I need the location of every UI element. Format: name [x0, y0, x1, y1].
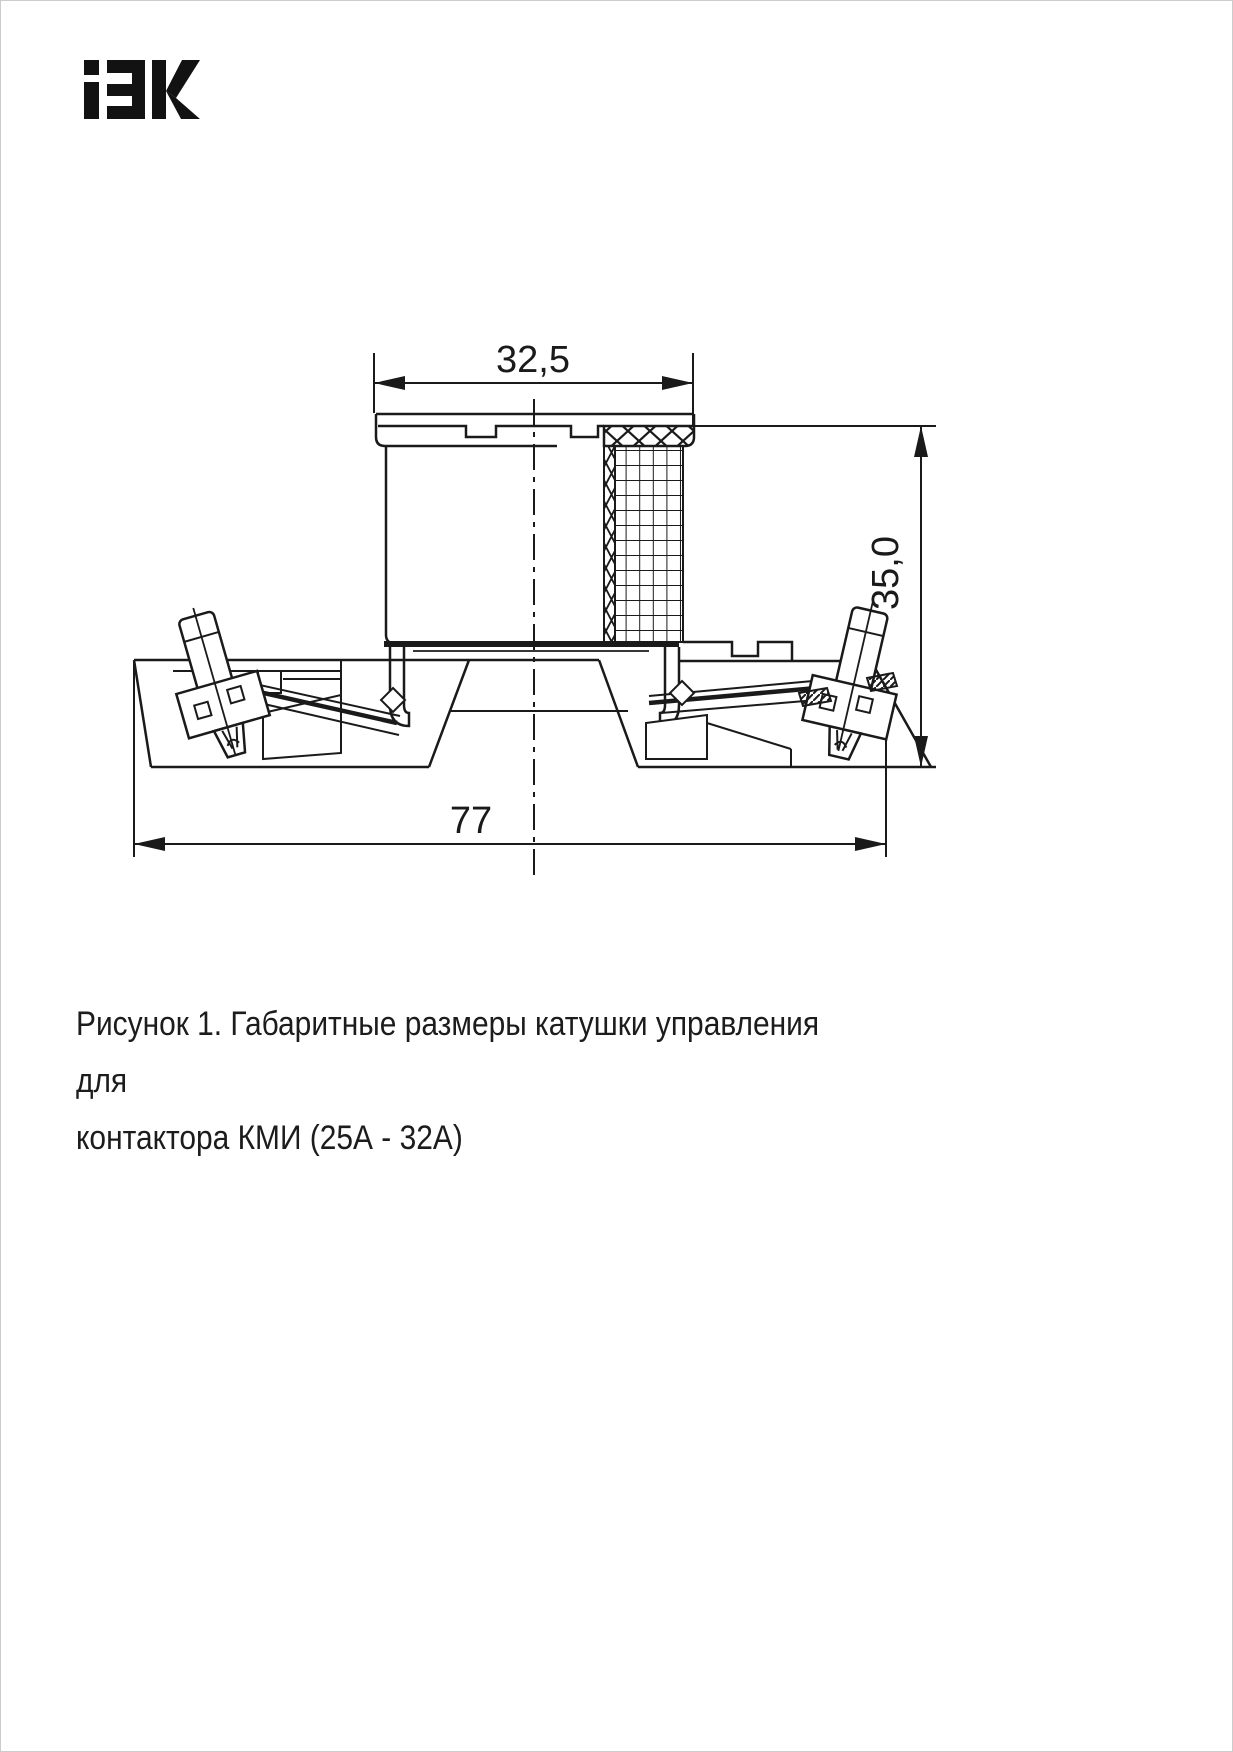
winding-column [604, 426, 694, 642]
arrowhead-right [855, 837, 886, 851]
logo-e-top [107, 60, 137, 73]
caption-line-2: контактора КМИ (25А - 32А) [76, 1119, 463, 1157]
caption-line-1: Рисунок 1. Габаритные размеры катушки управления для [76, 1005, 820, 1100]
bobbin-left-wall [386, 446, 395, 644]
iek-logo [84, 60, 200, 119]
logo-i-stem [84, 82, 99, 119]
winding-x-strip [604, 446, 615, 642]
magnet-yoke [384, 644, 679, 726]
arrowhead-left [134, 837, 165, 851]
arrowhead-top [914, 426, 928, 457]
void-right-wall [599, 660, 638, 767]
logo-k-lower-arm [166, 91, 200, 119]
logo-k-stem [152, 60, 166, 119]
winding-top-band [604, 426, 694, 446]
left-inner-panel [263, 695, 341, 759]
figure-caption [76, 996, 868, 1167]
logo-e-bottom [107, 106, 137, 119]
logo-i-dot [84, 60, 99, 75]
winding-grid [615, 446, 683, 642]
arrowhead-bottom [914, 736, 928, 767]
left-terminal [155, 596, 278, 766]
dimension-label-32-5: 32,5 [496, 339, 570, 381]
logo-e-mid [107, 84, 137, 96]
right-step-profile [683, 642, 792, 661]
logo-k-upper-arm [166, 60, 200, 98]
void-left-wall [429, 660, 469, 767]
arrowhead-right [662, 376, 693, 390]
technical-drawing [1, 1, 1233, 1752]
dimension-label-35-0: 35,0 [865, 536, 907, 610]
dimension-label-77: 77 [449, 800, 493, 842]
arrowhead-left [374, 376, 405, 390]
right-terminal [796, 593, 915, 766]
right-inner-panel [646, 715, 707, 759]
